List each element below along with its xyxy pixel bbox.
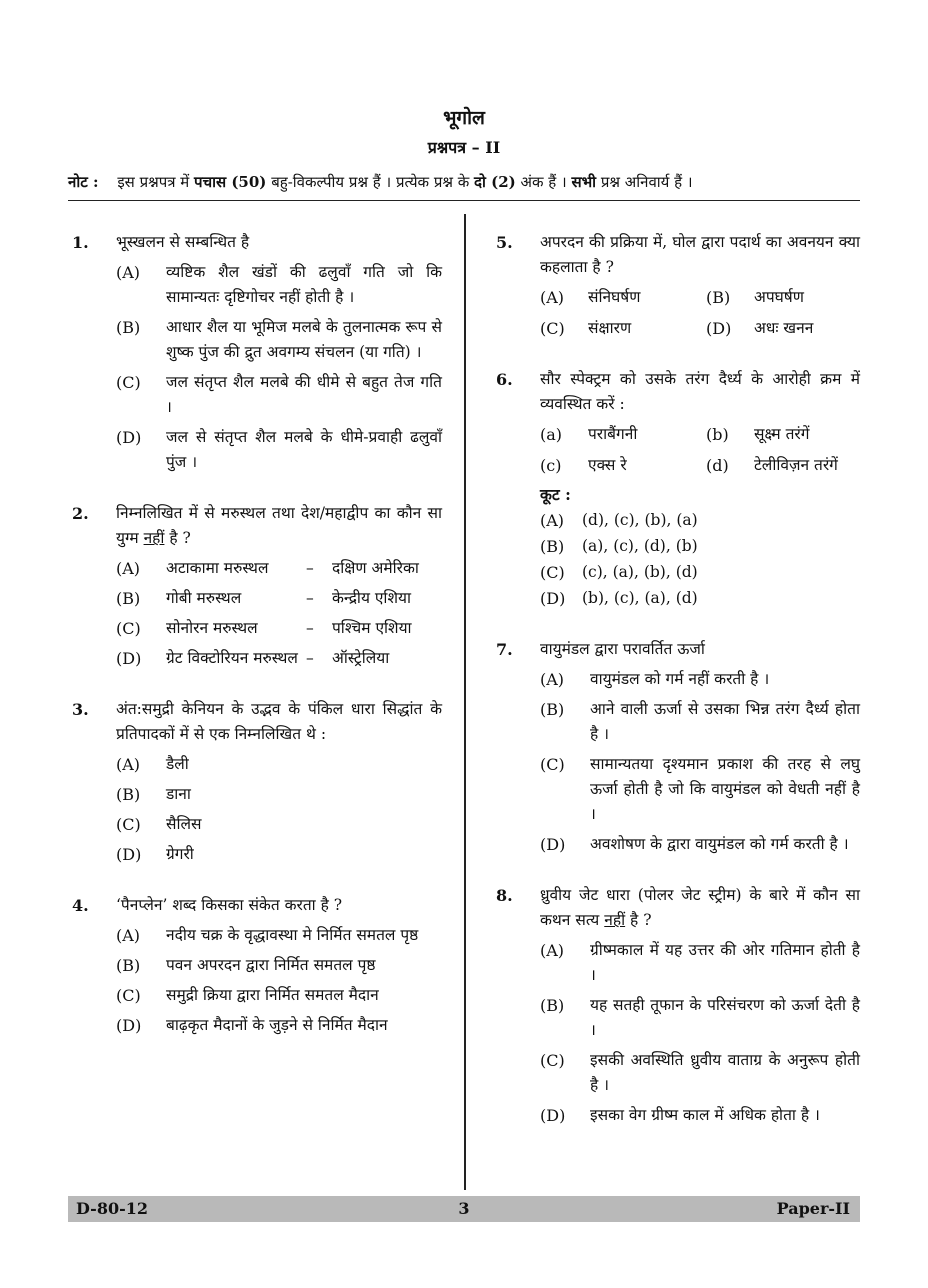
item-label: (b) xyxy=(706,425,729,444)
option-b[interactable] xyxy=(116,953,442,978)
option-text: इसका वेग ग्रीष्म काल में अधिक होता है । xyxy=(590,1106,820,1124)
option-d[interactable] xyxy=(540,1103,860,1128)
option-label: (D) xyxy=(116,649,142,668)
question-text: अपरदन की प्रक्रिया में, घोल द्वारा पदार्थ का अवनयन क्या कहलाता है ? xyxy=(540,233,860,276)
option-label: (C) xyxy=(116,373,141,392)
option-text: जल संतृप्त शैल मलबे की धीमे से बहुत तेज गति । xyxy=(166,373,442,416)
option-label: (D) xyxy=(116,1016,142,1035)
option-c[interactable] xyxy=(540,752,860,827)
option-d[interactable] xyxy=(116,1013,442,1038)
option-label: (B) xyxy=(116,589,141,608)
option-label[interactable]: (B) xyxy=(706,288,731,307)
option-text: (c), (a), (b), (d) xyxy=(582,563,698,581)
option-c[interactable] xyxy=(540,560,860,585)
option-text: (b), (c), (a), (d) xyxy=(582,589,698,607)
option-d[interactable] xyxy=(116,646,442,671)
paper-label: Paper-II xyxy=(776,1199,850,1218)
desert-name: अटाकामा मरुस्थल xyxy=(166,559,269,577)
option-label: (B) xyxy=(116,956,141,975)
header-rule xyxy=(68,200,860,201)
option-a[interactable] xyxy=(540,508,860,533)
question-text: भूस्खलन से सम्बन्धित है xyxy=(116,233,250,251)
option-a[interactable] xyxy=(116,260,442,310)
option-label: (D) xyxy=(540,1106,566,1125)
option-label: (D) xyxy=(116,428,142,447)
question-number: 4. xyxy=(72,896,89,915)
option-text: सामान्यतया दृश्यमान प्रकाश की तरह से लघु ऊर्जा होती है जो कि वायुमंडल को वेधती नहीं है । xyxy=(590,755,860,823)
option-b[interactable] xyxy=(540,534,860,559)
left-column xyxy=(72,222,442,1056)
option-label: (D) xyxy=(116,845,142,864)
page-footer xyxy=(68,1196,860,1222)
option-label: (A) xyxy=(540,511,565,530)
question-6 xyxy=(496,359,860,611)
option-c[interactable] xyxy=(116,616,442,641)
option-b[interactable] xyxy=(116,315,442,365)
option-label: (D) xyxy=(540,835,566,854)
option-text: वायुमंडल को गर्म नहीं करती है । xyxy=(590,670,770,688)
option-d[interactable] xyxy=(116,425,442,475)
pair-dash: – xyxy=(306,649,314,667)
option-a[interactable] xyxy=(116,556,442,581)
option-a[interactable] xyxy=(540,667,860,692)
option-label: (B) xyxy=(116,785,141,804)
question-text-part: निम्नलिखित में से मरुस्थल तथा देश/महाद्वीप का कौन सा युग्म xyxy=(116,504,442,547)
option-d[interactable] xyxy=(116,842,442,867)
right-column xyxy=(496,222,860,1146)
question-text: अंत:समुद्री केनियन के उद्भव के पंकिल धारा सिद्धांत के प्रतिपादकों में से एक निम्नलिखित थे : xyxy=(116,700,442,743)
question-number: 3. xyxy=(72,700,89,719)
option-a[interactable] xyxy=(116,923,442,948)
instructions-note xyxy=(68,172,868,192)
option-text[interactable]: संक्षारण xyxy=(588,319,632,337)
option-text: ग्रीष्मकाल में यह उत्तर की ओर गतिमान होती है । xyxy=(590,941,860,984)
option-a[interactable] xyxy=(540,938,860,988)
paper-code: D-80-12 xyxy=(76,1199,148,1218)
question-text: सौर स्पेक्ट्रम को उसके तरंग दैर्ध्य के आरोही क्रम में व्यवस्थित करें : xyxy=(540,370,860,413)
option-label: (A) xyxy=(540,670,565,689)
option-b[interactable] xyxy=(540,697,860,747)
pair-dash: – xyxy=(306,589,314,607)
option-text: आने वाली ऊर्जा से उसका भिन्न तरंग दैर्ध्य होता है । xyxy=(590,700,860,743)
pair-dash: – xyxy=(306,619,314,637)
note-text-4: प्रश्न अनिवार्य हैं । xyxy=(600,173,693,191)
note-text-2: बहु-विकल्पीय प्रश्न हैं । प्रत्येक प्रश्न के xyxy=(271,173,470,191)
option-d[interactable] xyxy=(540,586,860,611)
question-number: 8. xyxy=(496,886,513,905)
question-number: 6. xyxy=(496,370,513,389)
question-number: 5. xyxy=(496,233,513,252)
option-label: (B) xyxy=(116,318,141,337)
option-label[interactable]: (C) xyxy=(540,319,565,338)
option-text[interactable]: संनिघर्षण xyxy=(588,288,641,306)
question-text-part: है ? xyxy=(169,529,191,547)
option-text[interactable]: अपघर्षण xyxy=(754,288,804,306)
option-label: (B) xyxy=(540,537,565,556)
note-all: सभी xyxy=(571,173,597,191)
option-b[interactable] xyxy=(116,586,442,611)
option-text: (d), (c), (b), (a) xyxy=(582,511,698,529)
region-name: ऑस्ट्रेलिया xyxy=(332,649,390,667)
option-text: व्यष्टिक शैल खंडों की ढलुवाँ गति जो कि सामान्यतः दृष्टिगोचर नहीं होती है । xyxy=(166,263,442,306)
item-text: टेलीविज़न तरंगें xyxy=(754,456,838,474)
option-label: (C) xyxy=(116,815,141,834)
question-4 xyxy=(72,885,442,1038)
desert-name: गोबी मरुस्थल xyxy=(166,589,242,607)
underlined-word: नहीं xyxy=(143,529,165,547)
option-b[interactable] xyxy=(540,993,860,1043)
option-c[interactable] xyxy=(116,983,442,1008)
option-text: इसकी अवस्थिति ध्रुवीय वाताग्र के अनुरूप होती है । xyxy=(590,1051,860,1094)
item-text: एक्स रे xyxy=(588,456,627,474)
option-text: नदीय चक्र के वृद्धावस्था मे निर्मित समतल पृष्ठ xyxy=(166,926,419,944)
option-label[interactable]: (A) xyxy=(540,288,565,307)
option-label: (A) xyxy=(116,926,141,945)
option-label: (C) xyxy=(540,1051,565,1070)
note-count: पचास (50) xyxy=(194,173,267,191)
question-number: 2. xyxy=(72,504,89,523)
option-label: (D) xyxy=(540,589,566,608)
option-text: सैलिस xyxy=(166,815,202,833)
code-heading: कूट : xyxy=(540,485,571,504)
option-label: (A) xyxy=(540,941,565,960)
option-text: (a), (c), (d), (b) xyxy=(582,537,698,555)
region-name: पश्चिम एशिया xyxy=(332,619,412,637)
option-d[interactable] xyxy=(540,832,860,857)
note-text-1: इस प्रश्नपत्र में xyxy=(117,173,190,191)
item-label: (d) xyxy=(706,456,729,475)
desert-name: ग्रेट विक्टोरियन मरुस्थल xyxy=(166,649,298,667)
option-text: जल से संतृप्त शैल मलबे के धीमे-प्रवाही ढलुवाँ पुंज । xyxy=(166,428,442,471)
pair-dash: – xyxy=(306,559,314,577)
question-5 xyxy=(496,222,860,341)
option-label: (A) xyxy=(116,755,141,774)
option-c[interactable] xyxy=(116,370,442,420)
question-text-part: ध्रुवीय जेट धारा (पोलर जेट स्ट्रीम) के बारे में कौन सा कथन सत्य xyxy=(540,886,860,929)
column-divider xyxy=(464,214,466,1190)
note-text-3: अंक हैं । xyxy=(520,173,567,191)
option-label: (C) xyxy=(540,563,565,582)
page-title: भूगोल xyxy=(443,107,485,129)
option-label: (B) xyxy=(540,996,565,1015)
option-c[interactable] xyxy=(540,1048,860,1098)
option-label: (C) xyxy=(116,986,141,1005)
item-label: (a) xyxy=(540,425,563,444)
item-text: सूक्ष्म तरंगें xyxy=(754,425,810,443)
option-label: (B) xyxy=(540,700,565,719)
question-number: 1. xyxy=(72,233,89,252)
paper-subtitle: प्रश्नपत्र – II xyxy=(427,138,501,157)
question-text xyxy=(116,493,442,551)
question-8 xyxy=(496,875,860,1128)
option-text: ग्रेगरी xyxy=(166,845,194,863)
option-text: अवशोषण के द्वारा वायुमंडल को गर्म करती है । xyxy=(590,835,849,853)
option-c[interactable] xyxy=(116,812,442,837)
option-text: आधार शैल या भूमिज मलबे के तुलनात्मक रूप से शुष्क पुंज की द्रुत अवगम्य संचलन (या गति) । xyxy=(166,318,442,361)
question-text: ‘पैनप्लेन’ शब्द किसका संकेत करता है ? xyxy=(116,896,343,914)
region-name: केन्द्रीय एशिया xyxy=(332,589,411,607)
item-text: पराबैंगनी xyxy=(588,425,638,443)
option-text[interactable]: अधः खनन xyxy=(754,319,814,337)
underlined-word: नहीं xyxy=(604,911,626,929)
option-text: समुद्री क्रिया द्वारा निर्मित समतल मैदान xyxy=(166,986,379,1004)
item-label: (c) xyxy=(540,456,562,475)
question-2 xyxy=(72,493,442,671)
page-number: 3 xyxy=(458,1199,470,1218)
desert-name: सोनोरन मरुस्थल xyxy=(166,619,258,637)
question-3 xyxy=(72,689,442,867)
region-name: दक्षिण अमेरिका xyxy=(332,559,419,577)
option-label[interactable]: (D) xyxy=(706,319,732,338)
question-number: 7. xyxy=(496,640,513,659)
question-text: वायुमंडल द्वारा परावर्तित ऊर्जा xyxy=(540,640,705,658)
question-text-part: है ? xyxy=(630,911,652,929)
option-b[interactable] xyxy=(116,782,442,807)
option-label: (C) xyxy=(540,755,565,774)
items-grid xyxy=(540,422,860,478)
option-label: (A) xyxy=(116,559,141,578)
option-text: पवन अपरदन द्वारा निर्मित समतल पृष्ठ xyxy=(166,956,376,974)
question-text xyxy=(540,875,860,933)
options-grid xyxy=(540,285,860,341)
option-text: यह सतही तूफान के परिसंचरण को ऊर्जा देती है । xyxy=(590,996,860,1039)
option-label: (C) xyxy=(116,619,141,638)
question-1 xyxy=(72,222,442,475)
note-label: नोट : xyxy=(68,173,99,191)
option-a[interactable] xyxy=(116,752,442,777)
option-text: डाना xyxy=(166,785,191,803)
note-marks: दो (2) xyxy=(474,173,516,191)
question-7 xyxy=(496,629,860,857)
option-text: डैली xyxy=(166,755,189,773)
option-text: बाढ़कृत मैदानों के जुड़ने से निर्मित मैदान xyxy=(166,1016,388,1034)
option-label: (A) xyxy=(116,263,141,282)
